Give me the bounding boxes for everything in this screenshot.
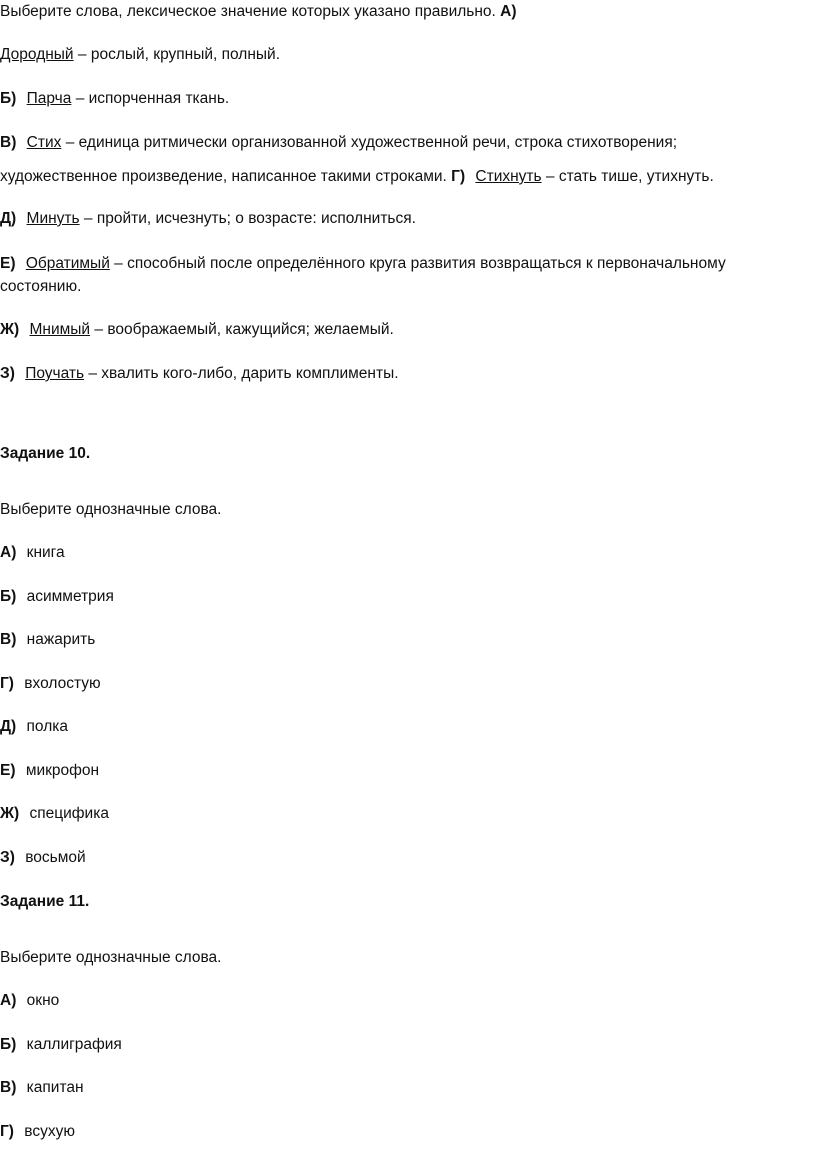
task10-item-letter: Ж) bbox=[0, 805, 20, 822]
task10-item-word: специфика bbox=[29, 805, 109, 822]
task9-item-v-def-cont: художественное произведение, написанное такими строками. bbox=[0, 168, 447, 185]
task9-item-d-word: Минуть bbox=[26, 210, 80, 227]
task9-item-z-letter: З) bbox=[0, 365, 15, 382]
task9-item-zh-letter: Ж) bbox=[0, 321, 20, 338]
task10-item-word: вхолостую bbox=[24, 675, 101, 692]
task11-item bbox=[0, 991, 59, 1011]
task11-item-word: окно bbox=[26, 992, 60, 1009]
task9-item-b-letter: Б) bbox=[0, 90, 17, 107]
task10-title: Задание 10. bbox=[0, 445, 91, 462]
task9-item-a-def: – рослый, крупный, полный. bbox=[77, 46, 281, 63]
task9-item-a-word: Дородный bbox=[0, 46, 74, 63]
task9-item-z bbox=[0, 364, 399, 384]
task9-item-zh-def: – воображаемый, кажущийся; желаемый. bbox=[94, 321, 394, 338]
task10-item bbox=[0, 848, 86, 868]
task10-intro: Выберите однозначные слова. bbox=[0, 501, 222, 518]
task11-item-letter: В) bbox=[0, 1079, 17, 1096]
task10-item-word: книга bbox=[26, 544, 65, 561]
task10-item bbox=[0, 804, 109, 824]
task10-item-word: микрофон bbox=[25, 762, 100, 779]
task11-item-letter: А) bbox=[0, 992, 17, 1009]
task10-item-letter: Д) bbox=[0, 718, 17, 735]
task9-item-v-letter: В) bbox=[0, 134, 17, 151]
task10-item bbox=[0, 587, 114, 607]
task9-item-b bbox=[0, 89, 229, 109]
task9-item-v-def: – единица ритмически организованной художественной речи, строка стихотворения; bbox=[65, 134, 678, 151]
task9-item-d-def: – пройти, исчезнуть; о возрасте: исполниться. bbox=[83, 210, 416, 227]
task10-item bbox=[0, 717, 68, 737]
task11-item-letter: Г) bbox=[0, 1123, 14, 1140]
task10-item bbox=[0, 543, 65, 563]
task11-item bbox=[0, 1078, 84, 1098]
task10-item-word: нажарить bbox=[26, 631, 96, 648]
task11-item-letter: Б) bbox=[0, 1036, 17, 1053]
task10-item bbox=[0, 674, 101, 694]
task10-item bbox=[0, 761, 99, 781]
task9-item-e-cont bbox=[0, 277, 81, 297]
task9-item-e bbox=[0, 254, 726, 274]
task9-item-zh bbox=[0, 320, 394, 340]
task9-item-v bbox=[0, 133, 677, 153]
task9-item-g-word: Стихнуть bbox=[475, 168, 542, 185]
task9-item-v-cont-line bbox=[0, 167, 714, 187]
task9-intro-line bbox=[0, 2, 517, 22]
task9-item-a-letter: А) bbox=[500, 3, 517, 20]
task10-item-word: асимметрия bbox=[26, 588, 114, 605]
task10-item-letter: В) bbox=[0, 631, 17, 648]
task9-intro: Выберите слова, лексическое значение которых указано правильно. bbox=[0, 3, 496, 20]
task9-item-d-letter: Д) bbox=[0, 210, 17, 227]
task9-item-b-def: – испорченная ткань. bbox=[75, 90, 230, 107]
task11-item-word: всухую bbox=[24, 1123, 75, 1140]
task10-item bbox=[0, 630, 95, 650]
task10-item-letter: А) bbox=[0, 544, 17, 561]
task11-intro: Выберите однозначные слова. bbox=[0, 949, 222, 966]
task11-title: Задание 11. bbox=[0, 893, 90, 910]
task9-item-v-word: Стих bbox=[26, 134, 62, 151]
task9-item-e-def: – способный после определённого круга развития возвращаться к первоначальному bbox=[114, 255, 726, 272]
task10-item-word: восьмой bbox=[25, 849, 86, 866]
task9-item-d bbox=[0, 209, 416, 229]
task9-item-a bbox=[0, 45, 280, 65]
task10-item-word: полка bbox=[26, 718, 68, 735]
task9-item-e-word: Обратимый bbox=[25, 255, 110, 272]
task9-item-e-letter: Е) bbox=[0, 255, 16, 272]
task9-item-zh-word: Мнимый bbox=[29, 321, 91, 338]
task9-item-g-def: – стать тише, утихнуть. bbox=[545, 168, 714, 185]
task10-item-letter: Г) bbox=[0, 675, 14, 692]
task11-item-word: каллиграфия bbox=[26, 1036, 122, 1053]
task9-item-z-word: Поучать bbox=[25, 365, 85, 382]
task10-item-letter: Б) bbox=[0, 588, 17, 605]
task9-item-z-def: – хвалить кого-либо, дарить комплименты. bbox=[88, 365, 399, 382]
task11-item-word: капитан bbox=[26, 1079, 84, 1096]
task10-item-letter: Е) bbox=[0, 762, 16, 779]
task9-item-b-word: Парча bbox=[26, 90, 72, 107]
task11-item bbox=[0, 1035, 122, 1055]
task9-item-g-letter: Г) bbox=[451, 168, 466, 185]
task9-item-e-def-cont: состоянию. bbox=[0, 278, 82, 295]
task11-item bbox=[0, 1122, 75, 1142]
task10-item-letter: З) bbox=[0, 849, 15, 866]
